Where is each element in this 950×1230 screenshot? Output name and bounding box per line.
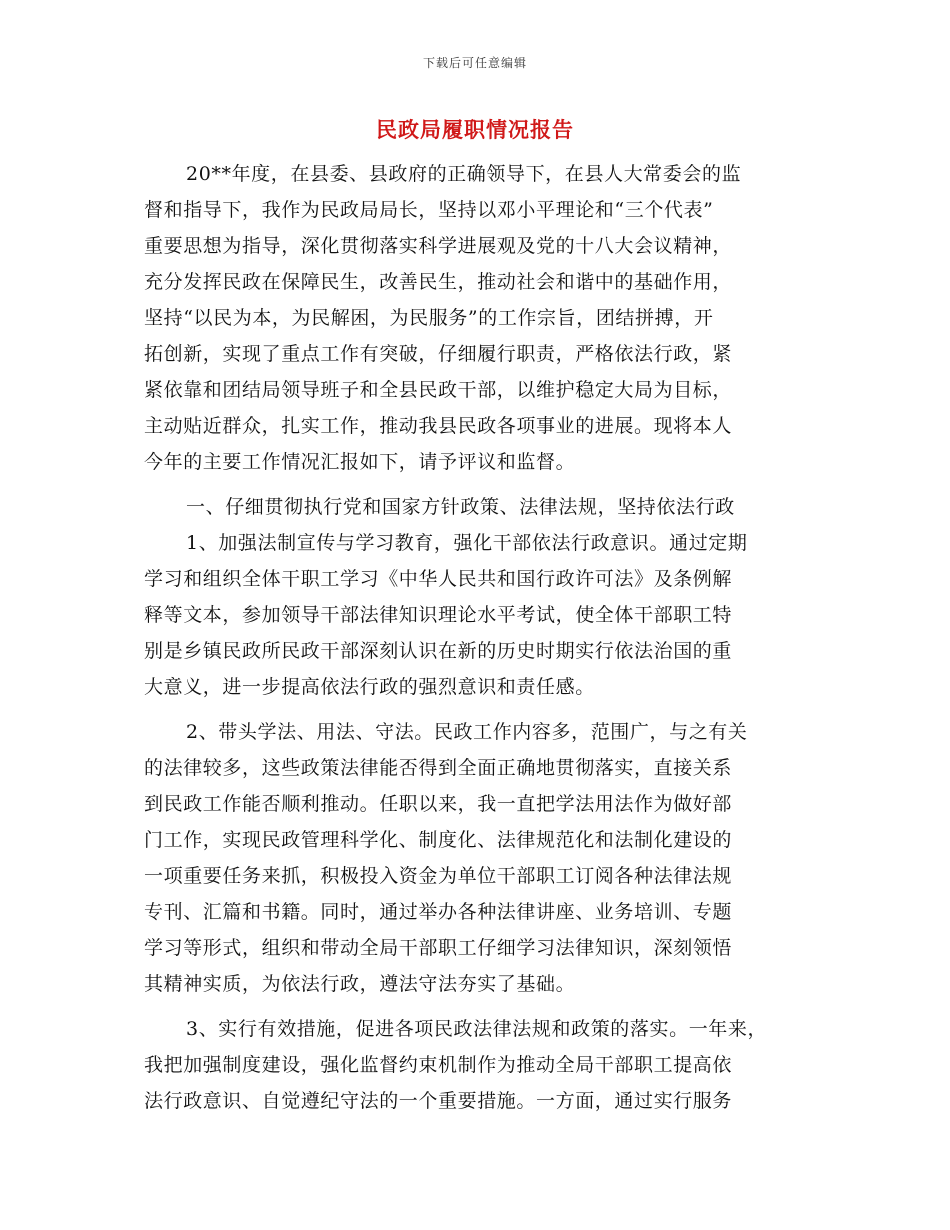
body-line: 学习和组织全体干职工学习《中华人民共和国行政许可法》及条例解 [144, 568, 733, 590]
body-line: 20**年度，在县委、县政府的正确领导下，在县人大常委会的监 [186, 163, 742, 185]
body-line: 法行政意识、自觉遵纪守法的一个重要措施。一方面，通过实行服务 [144, 1090, 733, 1112]
body-line: 紧依靠和团结局领导班子和全县民政干部，以维护稳定大局为目标， [144, 379, 733, 401]
body-line: 主动贴近群众，扎实工作，推动我县民政各项事业的进展。现将本人 [144, 415, 733, 437]
body-line: 拓创新，实现了重点工作有突破，仔细履行职责，严格依法行政，紧 [144, 343, 733, 365]
section-heading: 一、仔细贯彻执行党和国家方针政策、法律法规，坚持依法行政 [186, 496, 735, 518]
document-title: 民政局履职情况报告 [376, 117, 574, 142]
body-line: 我把加强制度建设，强化监督约束机制作为推动全局干部职工提高依 [144, 1054, 733, 1076]
body-line: 3、实行有效措施，促进各项民政法律法规和政策的落实。一年来， [186, 1018, 768, 1040]
body-line: 专刊、汇篇和书籍。同时，通过举办各种法律讲座、业务培训、专题 [144, 901, 733, 923]
body-line: 今年的主要工作情况汇报如下，请予评议和监督。 [144, 451, 576, 473]
body-line: 督和指导下，我作为民政局局长，坚持以邓小平理论和“三个代表” [144, 199, 714, 221]
body-line: 1、加强法制宣传与学习教育，强化干部依法行政意识。通过定期 [186, 532, 748, 554]
body-line: 其精神实质，为依法行政，遵法守法夯实了基础。 [144, 973, 576, 995]
body-line: 别是乡镇民政所民政干部深刻认识在新的历史时期实行依法治国的重 [144, 640, 733, 662]
body-line: 重要思想为指导，深化贯彻落实科学进展观及党的十八大会议精神， [144, 235, 733, 257]
body-line: 学习等形式，组织和带动全局干部职工仔细学习法律知识，深刻领悟 [144, 937, 733, 959]
body-line: 坚持“以民为本，为民解困，为民服务”的工作宗旨，团结拼搏，开 [144, 307, 714, 329]
header-note: 下载后可任意编辑 [422, 56, 527, 70]
body-line: 的法律较多，这些政策法律能否得到全面正确地贯彻落实，直接关系 [144, 757, 733, 779]
body-line: 到民政工作能否顺利推动。任职以来，我一直把学法用法作为做好部 [144, 793, 733, 815]
body-line: 释等文本，参加领导干部法律知识理论水平考试，使全体干部职工特 [144, 604, 733, 626]
body-line: 充分发挥民政在保障民生，改善民生，推动社会和谐中的基础作用， [144, 271, 733, 293]
body-line: 大意义，进一步提高依法行政的强烈意识和责任感。 [144, 676, 595, 698]
body-line: 门工作，实现民政管理科学化、制度化、法律规范化和法制化建设的 [144, 829, 733, 851]
body-line: 2、带头学法、用法、守法。民政工作内容多，范围广，与之有关 [186, 721, 748, 743]
body-line: 一项重要任务来抓，积极投入资金为单位干部职工订阅各种法律法规 [144, 865, 733, 887]
